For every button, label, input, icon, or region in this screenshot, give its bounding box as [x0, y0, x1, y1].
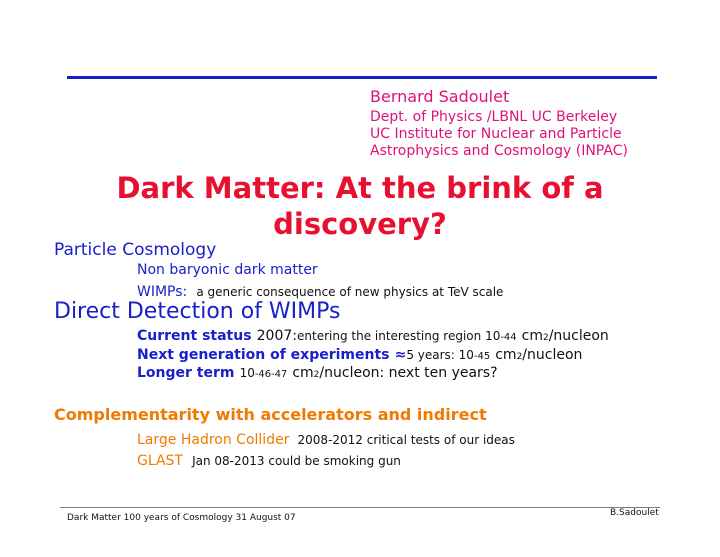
next-generation-line — [137, 344, 582, 363]
longer-term-label: Longer term — [137, 365, 235, 381]
current-status-exp: -44 — [500, 332, 517, 343]
title-line-1: Dark Matter: At the brink of a — [116, 171, 604, 205]
complementarity-heading: Complementarity with accelerators and indirect — [54, 405, 487, 424]
current-status-year: 2007: — [256, 328, 297, 344]
longer-term-line — [137, 362, 498, 381]
lhc-line — [137, 429, 515, 448]
lhc-text: 2008-2012 critical tests of our ideas — [297, 433, 515, 447]
longer-term-tail: /nucleon: next ten years? — [319, 365, 498, 381]
footer-caption: Dark Matter 100 years of Cosmology 31 August 07 — [67, 513, 296, 523]
current-status-unit: cm — [521, 328, 543, 344]
glast-text: Jan 08-2013 could be smoking gun — [192, 454, 401, 468]
wimps-text: a generic consequence of new physics at TeV scale — [196, 285, 504, 299]
top-divider — [67, 76, 657, 79]
affiliation-line-2: UC Institute for Nuclear and Particle — [370, 126, 622, 142]
next-generation-label: Next generation of experiments — [137, 347, 390, 363]
slide-title — [60, 170, 660, 242]
next-generation-unit: cm — [495, 347, 517, 363]
direct-detection-heading: Direct Detection of WIMPs — [54, 299, 341, 324]
title-line-2: discovery? — [273, 207, 447, 241]
longer-term-unit: cm — [292, 365, 314, 381]
footer-divider — [60, 507, 660, 508]
footer-author: B.Sadoulet — [610, 508, 659, 518]
glast-line — [137, 450, 401, 469]
next-generation-exp: -45 — [473, 351, 491, 362]
lhc-label: Large Hadron Collider — [137, 432, 290, 448]
current-status-label: Current status — [137, 328, 252, 344]
affiliation-line-1: Dept. of Physics /LBNL UC Berkeley — [370, 109, 618, 125]
current-status-tail: /nucleon — [548, 328, 609, 344]
glast-label: GLAST — [137, 453, 183, 469]
next-generation-text: 5 years: 10 — [406, 348, 474, 362]
longer-term-unit-exp: 2 — [313, 370, 320, 380]
author-name: Bernard Sadoulet — [370, 87, 510, 106]
current-status-text: entering the interesting region 10 — [297, 329, 501, 343]
longer-term-text: 10 — [239, 366, 255, 380]
wimps-item — [137, 281, 503, 300]
current-status-line — [137, 325, 609, 344]
affiliation-line-3: Astrophysics and Cosmology (INPAC) — [370, 143, 628, 159]
next-generation-tail: /nucleon — [522, 347, 583, 363]
current-status-unit-exp: 2 — [542, 333, 549, 343]
next-generation-unit-exp: 2 — [516, 352, 523, 362]
wimps-label: WIMPs: — [137, 284, 188, 300]
longer-term-exp: -46-47 — [254, 369, 288, 380]
non-baryonic-item: Non baryonic dark matter — [137, 262, 318, 278]
next-generation-approx: ≈ — [394, 347, 407, 363]
particle-cosmology-heading: Particle Cosmology — [54, 240, 217, 260]
